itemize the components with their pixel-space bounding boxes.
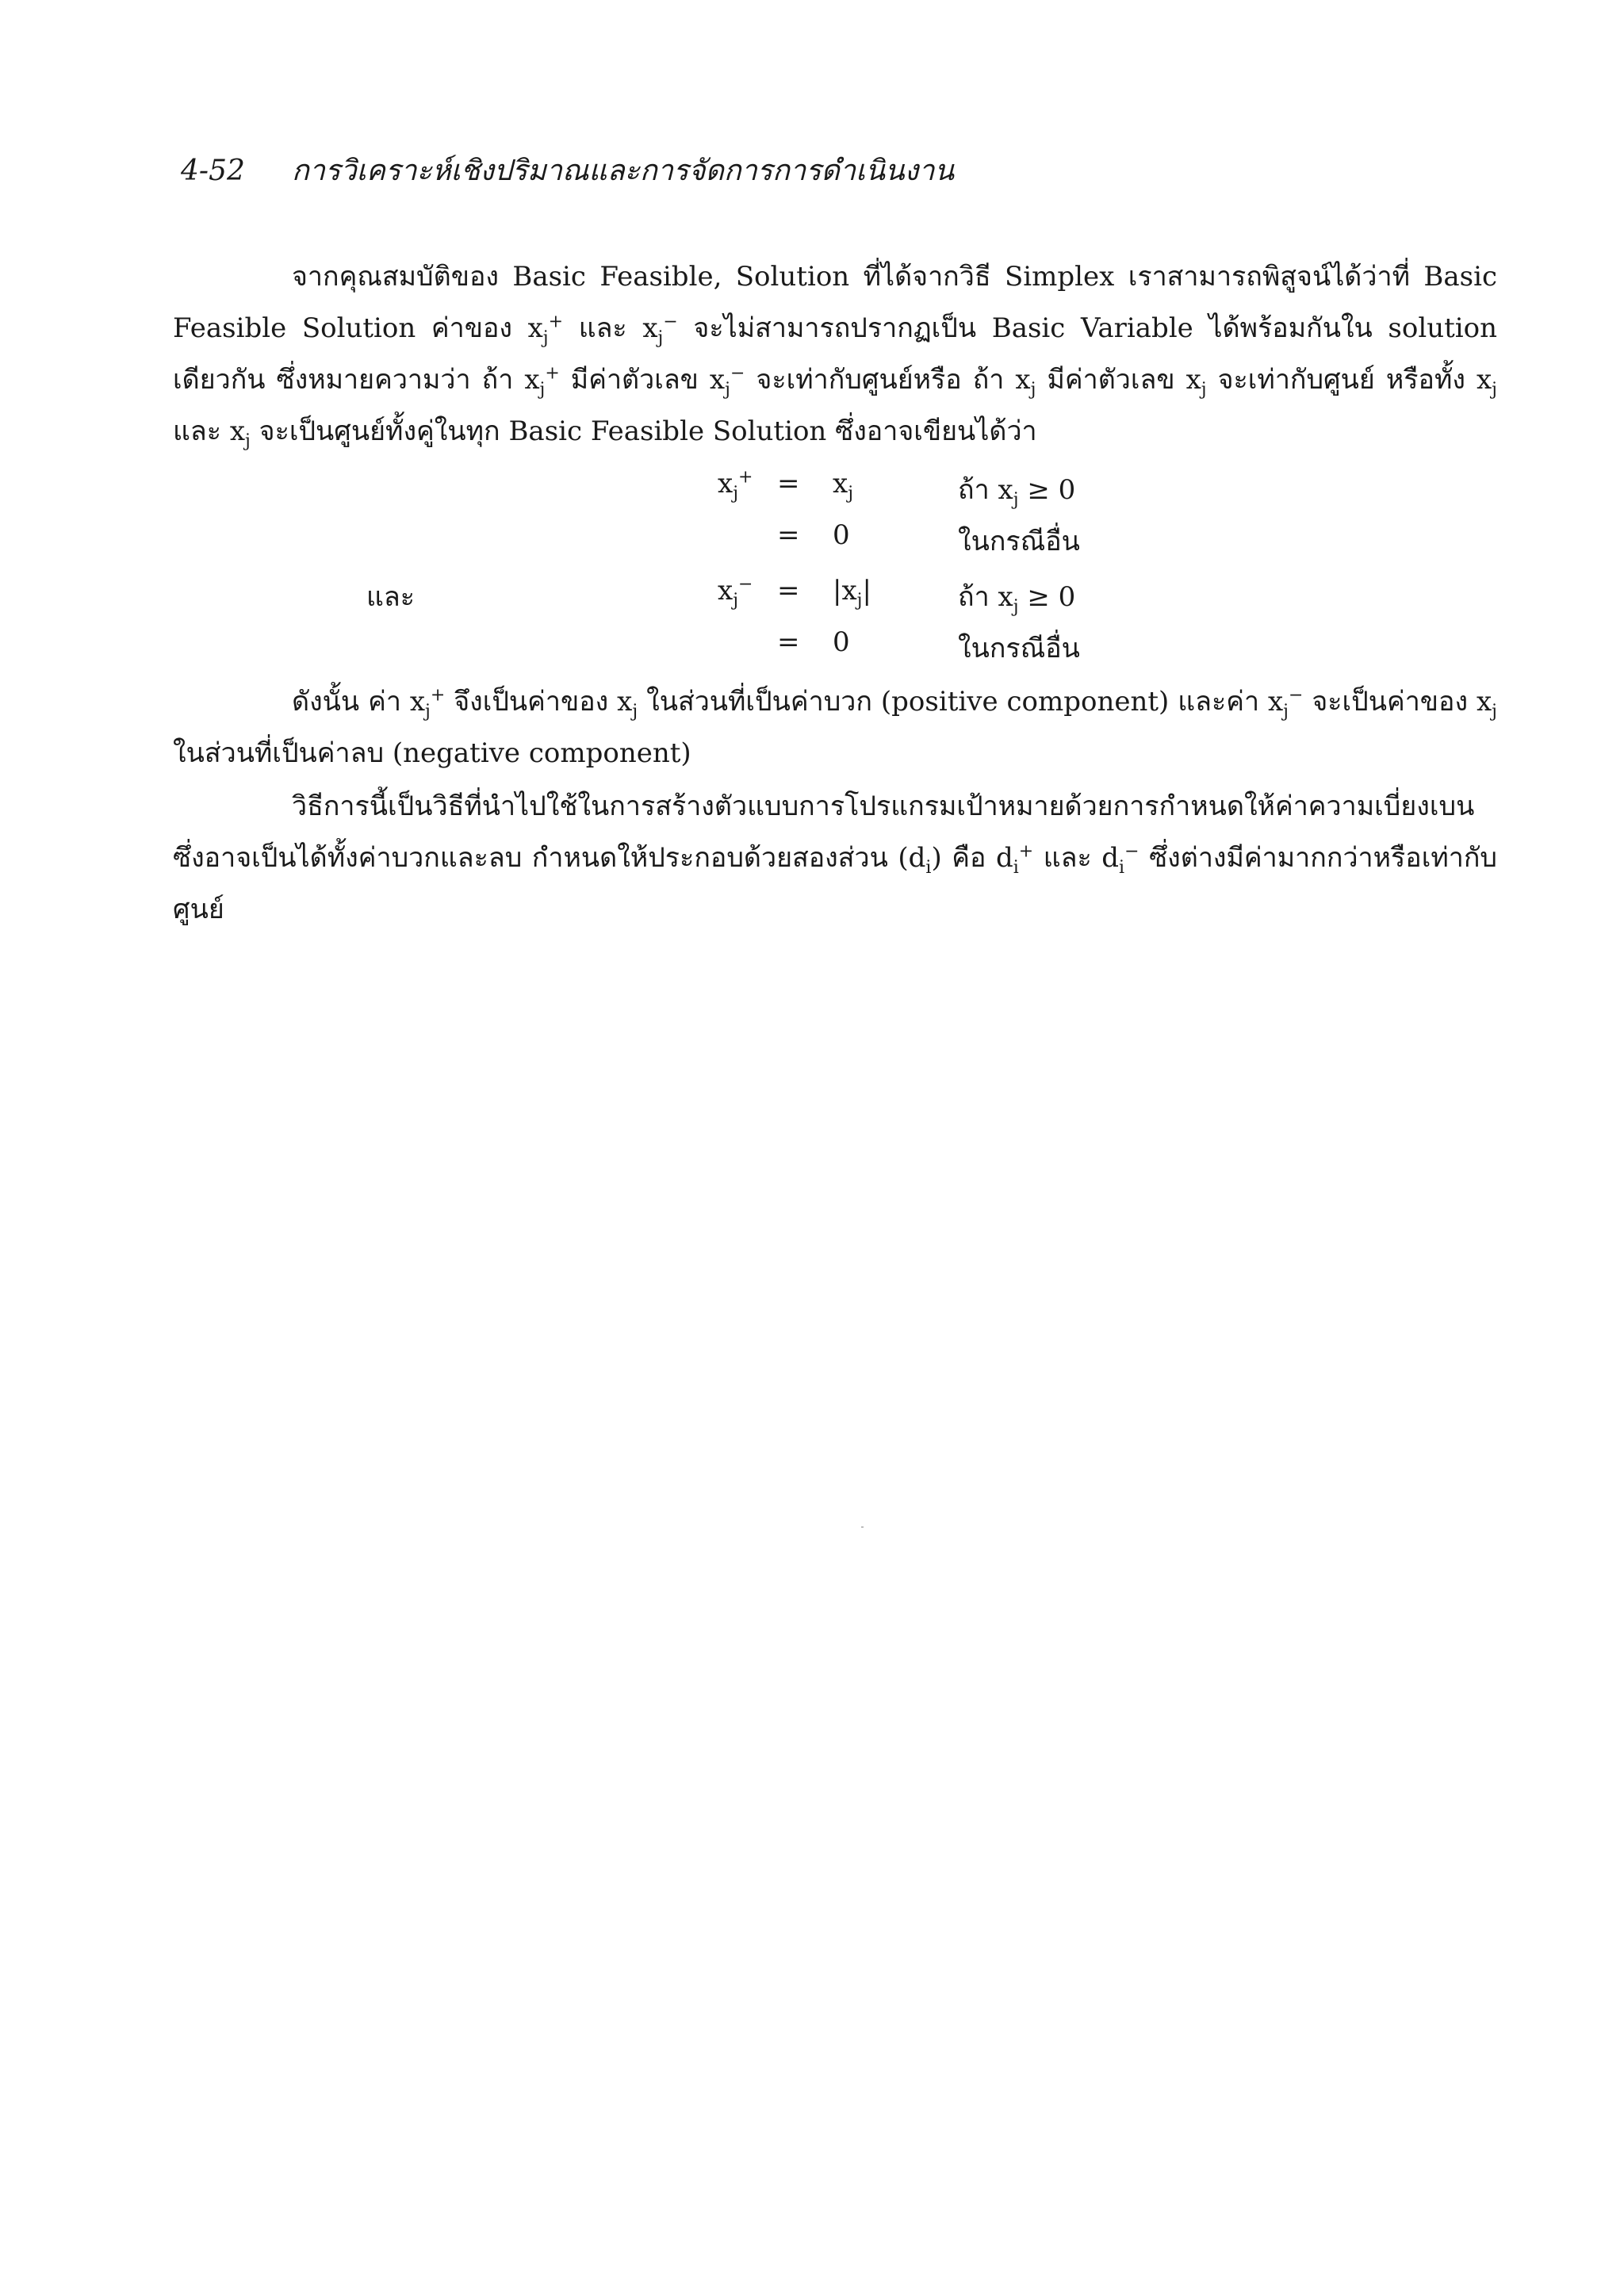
running-header bbox=[181, 147, 954, 193]
text-run: มีค่าตัวเลข bbox=[570, 364, 699, 396]
eq-row1-lhs: $x_j^+$ bbox=[718, 467, 753, 503]
eq-row4-rhs: 0 bbox=[833, 626, 850, 658]
math-x-j: $x_j$ bbox=[617, 686, 638, 722]
text-run: ซึ่งต่างมีค่ามากกว่าหรือเท่ากับศูนย์ bbox=[173, 842, 1498, 925]
text-run: จะเท่ากับศูนย์หรือ ถ้า bbox=[756, 364, 1005, 396]
text-run: วิธีการนี้เป็นวิธีที่นำไปใช้ในการสร้างตัวแบบการโปรแกรมเป้าหมายด้วยการกำหนดให้ค่าความเบี่ยงเบน ซึ่งอาจเป็นได้ทั้งค่าบวกและลบ กำหนดให้ประกอบด้วยสองส่วน ( bbox=[173, 790, 1475, 874]
paragraph-goal-programming bbox=[173, 781, 1497, 936]
text-run: ในส่วนที่เป็นค่าลบ (negative component) bbox=[173, 737, 691, 769]
eq-row2-condition: ในกรณีอื่น bbox=[958, 526, 1080, 557]
text-run: มีค่าตัวเลข bbox=[1047, 364, 1175, 396]
math-x-plus-j: $x_j^+$ bbox=[409, 685, 446, 722]
paragraph-basic-feasible-solution bbox=[173, 251, 1497, 457]
eq-row1-condition: ถ้า $x_j \ge 0$ bbox=[958, 474, 1076, 510]
math-d-plus-i: $d_i^+$ bbox=[995, 841, 1034, 878]
math-x-j: $x_j$ bbox=[1476, 364, 1497, 400]
eq-row2-rhs: 0 bbox=[833, 519, 850, 551]
scan-speck bbox=[861, 1526, 864, 1528]
paragraph-components bbox=[173, 676, 1497, 779]
math-x-plus-j: $x_j^+$ bbox=[524, 363, 560, 400]
math-x-j: $x_j$ bbox=[1476, 686, 1497, 722]
eq-row3-condition: ถ้า $x_j \ge 0$ bbox=[958, 581, 1076, 617]
text-run: จากคุณสมบัติของ Basic Feasible, Solution ที่ได้จากวิธี Simplex เราสามารถพิสูจน์ได้ว่าที่ Basic Feasible Solution ค่าของ bbox=[173, 261, 1497, 344]
text-run: จะไม่สามารถปรากฏเป็น Basic Variable ได้พร้อมกันใน solution เดียวกัน ซึ่งหมายความว่า ถ้า bbox=[173, 312, 1497, 396]
math-d-minus-i: $d_i^-$ bbox=[1101, 841, 1139, 878]
text-run: จะเท่ากับศูนย์ หรือทั้ง bbox=[1217, 364, 1465, 396]
math-x-minus-j: $x_j^-$ bbox=[642, 312, 678, 348]
eq-row4-equals: = bbox=[777, 626, 800, 658]
text-run: และ bbox=[578, 312, 627, 344]
chapter-title: การวิเคราะห์เชิงปริมาณและการจัดการการดำเนินงาน bbox=[292, 155, 955, 187]
text-run: จะเป็นศูนย์ทั้งคู่ในทุก Basic Feasible Solution ซึ่งอาจเขียนได้ว่า bbox=[259, 415, 1037, 447]
page-number: 4-52 bbox=[181, 155, 245, 187]
math-d-i: $d_i$ bbox=[908, 842, 932, 878]
math-x-j: $x_j$ bbox=[1185, 364, 1207, 400]
math-x-minus-j: $x_j^-$ bbox=[1267, 685, 1304, 722]
text-run: ในส่วนที่เป็นค่าบวก (positive component) และค่า bbox=[646, 686, 1260, 718]
text-run: ดังนั้น ค่า bbox=[292, 686, 401, 718]
text-run: และ bbox=[173, 415, 222, 447]
eq-and-label: และ bbox=[366, 581, 416, 613]
eq-row4-condition: ในกรณีอื่น bbox=[958, 633, 1080, 664]
eq-row1-equals: = bbox=[777, 468, 800, 500]
text-run: ) คือ bbox=[931, 842, 986, 874]
math-x-j: $x_j$ bbox=[1015, 364, 1036, 400]
eq-row1-rhs: $x_j$ bbox=[833, 468, 854, 503]
math-x-j: $x_j$ bbox=[229, 415, 251, 451]
text-run: จึงเป็นค่าของ bbox=[454, 686, 609, 718]
math-x-plus-j: $x_j^+$ bbox=[527, 312, 564, 348]
eq-row2-equals: = bbox=[777, 519, 800, 551]
eq-row3-equals: = bbox=[777, 575, 800, 607]
text-run: และ bbox=[1043, 842, 1092, 874]
math-x-minus-j: $x_j^-$ bbox=[709, 363, 745, 400]
eq-row3-rhs: $|x_j|$ bbox=[833, 575, 871, 611]
eq-row3-lhs: $x_j^-$ bbox=[718, 574, 753, 611]
text-run: จะเป็นค่าของ bbox=[1312, 686, 1469, 718]
